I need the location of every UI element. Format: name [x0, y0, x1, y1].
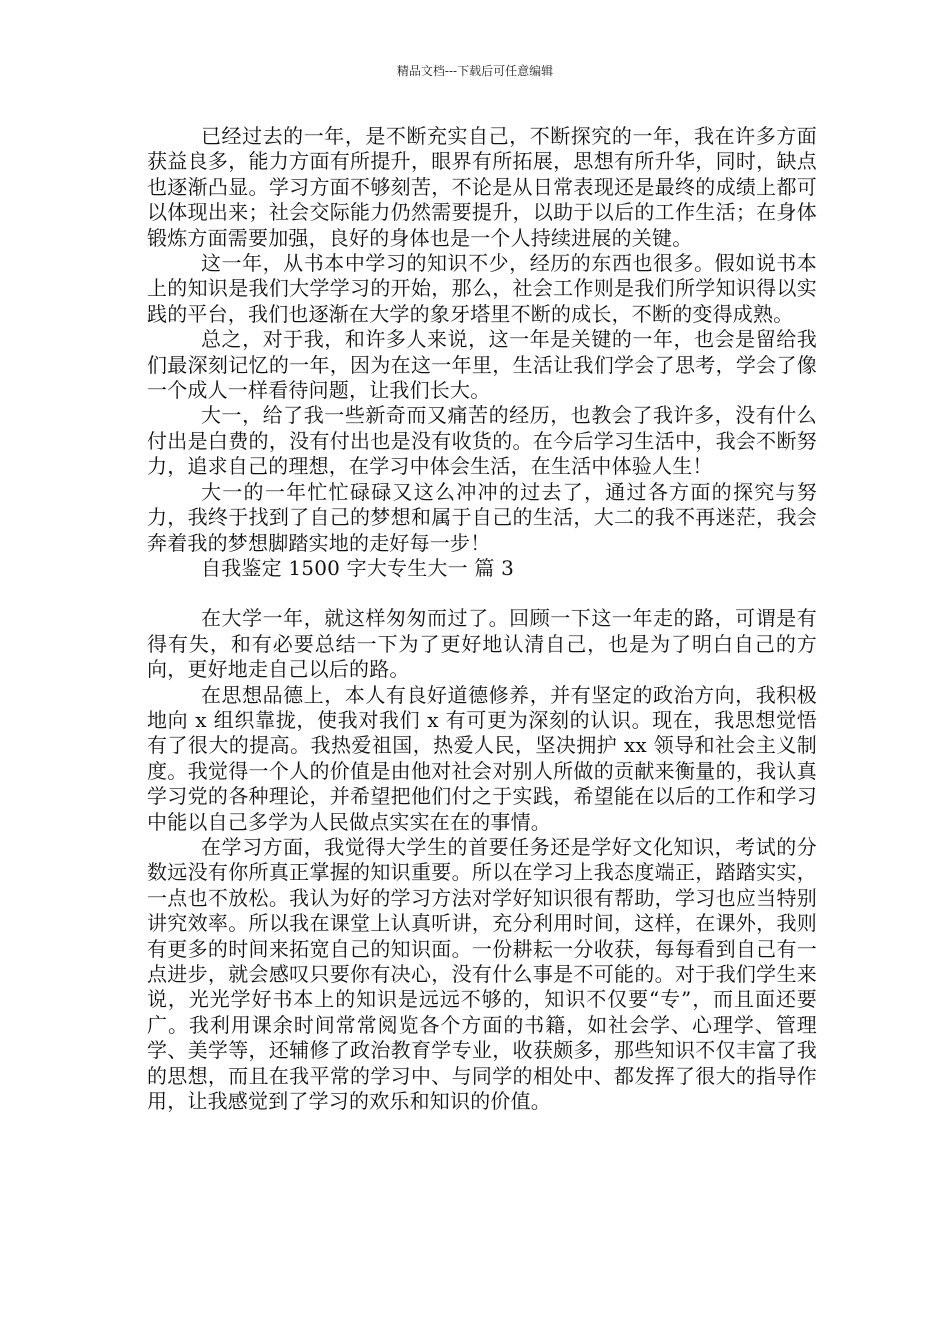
- paragraph: 总之，对于我，和许多人来说，这一年是关键的一年，也会是留给我们最深刻记忆的一年，因为在这一年里，生活让我们学会了思考，学会了像一个成人一样看待问题，让我们长大。: [147, 327, 817, 403]
- paragraph: 这一年，从书本中学习的知识不少，经历的东西也很多。假如说书本上的知识是我们大学学习的开始，那么，社会工作则是我们所学知识得以实践的平台，我们也逐渐在大学的象牙塔里不断的成长，不断的变得成熟。: [147, 251, 817, 326]
- paragraph: 大一的一年忙忙碌碌又这么冲冲的过去了，通过各方面的探究与努力，我终于找到了自己的梦想和属于自己的生活，大二的我不再迷茫，我会奔着我的梦想脚踏实地的走好每一步！: [147, 479, 817, 555]
- paragraph: 大一，给了我一些新奇而又痛苦的经历，也教会了我许多，没有什么付出是白费的，没有付出也是没有收货的。在今后学习生活中，我会不断努力，追求自己的理想，在学习中体会生活，在生活中体验人生！: [147, 403, 817, 479]
- blank-line: [147, 581, 817, 606]
- paragraph: 在思想品德上，本人有良好道德修养，并有坚定的政治方向，我积极地向 x 组织靠拢，使我对我们 x 有可更为深刻的认识。现在，我思想觉悟有了很大的提高。我热爱祖国，热爱人民，坚决拥护 xx 领导和社会主义制度。我觉得一个人的价值是由他对社会对别人所做的贡献来衡量的，我认真学习党的各种理论，并希望把他们付之于实践，希望能在以后的工作和学习中能以自己多学为人民做点实实在在的事情。: [147, 682, 817, 834]
- paragraph: 已经过去的一年，是不断充实自己，不断探究的一年，我在许多方面获益良多，能力方面有所提升，眼界有所拓展，思想有所升华，同时，缺点也逐渐凸显。学习方面不够刻苦，不论是从日常表现还是最终的成绩上都可以体现出来；社会交际能力仍然需要提升，以助于以后的工作生活；在身体锻炼方面需要加强，良好的身体也是一个人持续进展的关键。: [147, 124, 817, 250]
- section-title: 自我鉴定 1500 字大专生大一 篇 3: [201, 555, 515, 580]
- paragraph: 在学习方面，我觉得大学生的首要任务还是学好文化知识，考试的分数远没有你所真正掌握的知识重要。所以在学习上我态度端正，踏踏实实，一点也不放松。我认为好的学习方法对学好知识很有帮助，学习也应当特别讲究效率。所以我在课堂上认真听讲，充分利用时间，这样，在课外，我则有更多的时间来拓宽自己的知识面。一份耕耘一分收获，每每看到自己有一点进步，就会感叹只要你有决心，没有什么事是不可能的。对于我们学生来说，光光学好书本上的知识是远远不够的，知识不仅要“专”，而且面还要广。我利用课余时间常常阅览各个方面的书籍，如社会学、心理学、管理学、美学等，还辅修了政治教育学专业，收获颇多，那些知识不仅丰富了我的思想，而且在我平常的学习中、与同学的相处中、都发挥了很大的指导作用，让我感觉到了学习的欢乐和知识的价值。: [147, 834, 817, 1114]
- paragraph: 在大学一年，就这样匆匆而过了。回顾一下这一年走的路，可谓是有得有失，和有必要总结一下为了更好地认清自己，也是为了明白自己的方向，更好地走自己以后的路。: [147, 606, 817, 682]
- document-body: [147, 124, 817, 1114]
- page-header: 精品文档---下载后可任意编辑: [396, 64, 554, 78]
